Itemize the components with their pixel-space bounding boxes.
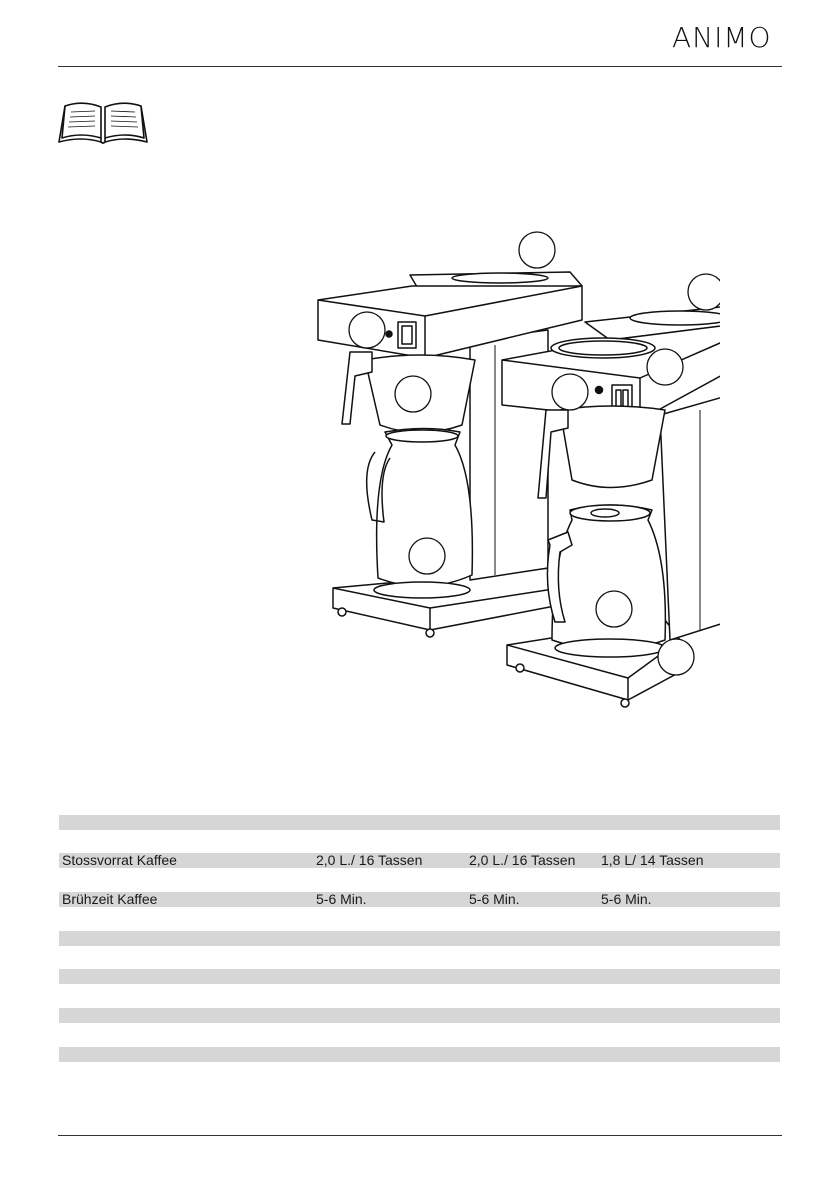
spec-label: Brühzeit Kaffee	[62, 891, 158, 907]
spec-value: 5-6 Min.	[601, 891, 652, 907]
callout-circle	[395, 376, 431, 412]
table-row	[59, 969, 780, 984]
coffee-machines-illustration	[300, 225, 720, 715]
header-rule	[58, 66, 782, 67]
callout-circle	[658, 639, 694, 675]
spec-label: Stossvorrat Kaffee	[62, 852, 177, 868]
spec-value: 1,8 L/ 14 Tassen	[601, 852, 704, 868]
footer-rule	[58, 1135, 782, 1136]
callout-circle	[519, 232, 555, 268]
right-filter	[560, 406, 665, 488]
callout-circle	[409, 538, 445, 574]
right-column	[660, 385, 720, 640]
table-row	[59, 892, 780, 907]
spec-value: 5-6 Min.	[316, 891, 367, 907]
spec-value: 2,0 L./ 16 Tassen	[316, 852, 423, 868]
callout-circle	[688, 274, 720, 310]
brand-logo: ANIMO	[672, 21, 772, 54]
table-row	[59, 931, 780, 946]
table-row	[59, 853, 780, 868]
spec-value: 5-6 Min.	[469, 891, 520, 907]
callout-circle	[596, 591, 632, 627]
open-book-icon	[55, 98, 151, 146]
callout-circle	[647, 349, 683, 385]
table-row	[59, 1008, 780, 1023]
table-row	[59, 815, 780, 830]
callout-circle	[349, 312, 385, 348]
spec-value: 2,0 L./ 16 Tassen	[469, 852, 576, 868]
table-row	[59, 1047, 780, 1062]
right-carafe	[552, 505, 665, 650]
callout-circle	[552, 374, 588, 410]
